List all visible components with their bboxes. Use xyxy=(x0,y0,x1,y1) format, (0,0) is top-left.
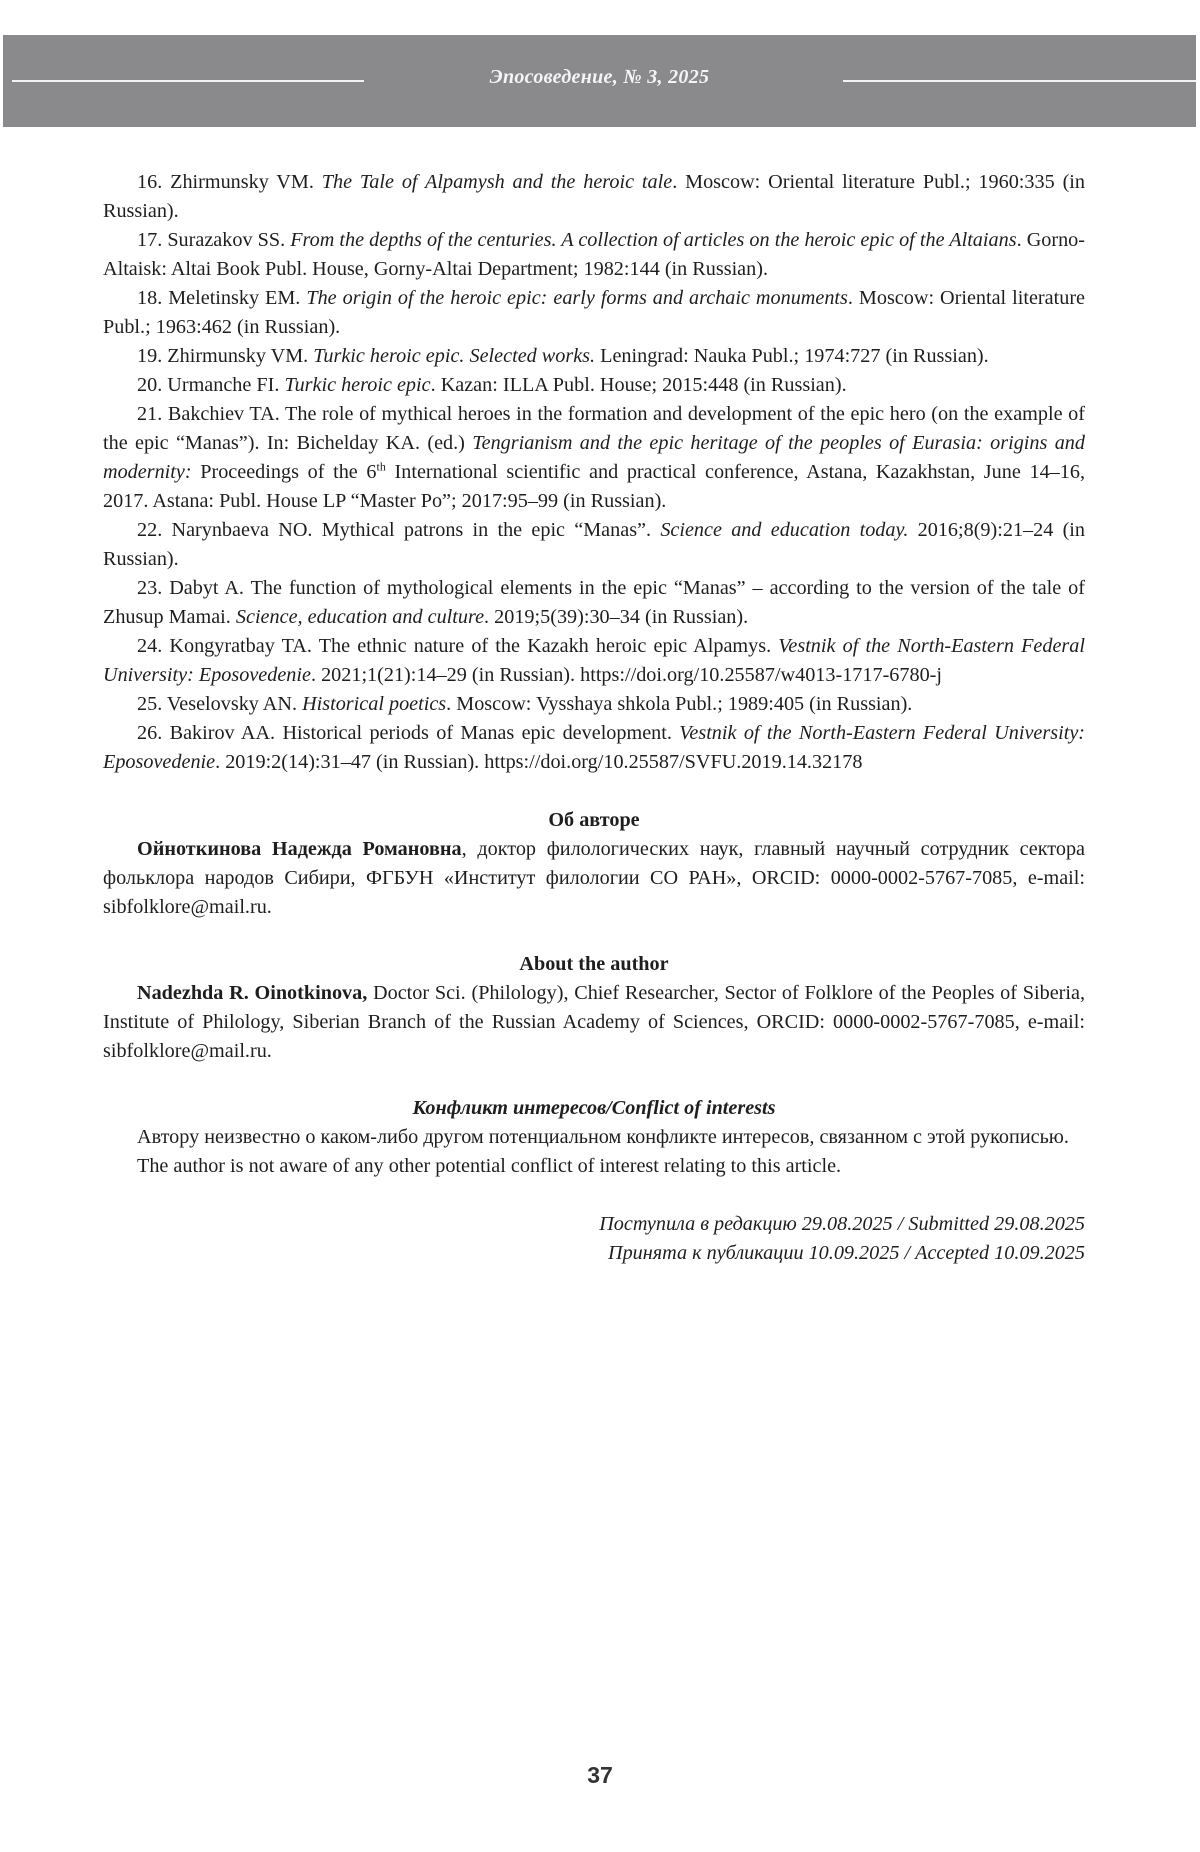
conflict-text-en: The author is not aware of any other potential conflict of interest relating to this article. xyxy=(137,1155,842,1177)
running-title: Эпосоведение, № 3, 2025 xyxy=(489,66,710,88)
reference-item: 22. Narynbaeva NO. Mythical patrons in the epic “Manas”. Science and education today. 2016;8(9):21–24 (in Russian). xyxy=(103,519,1085,570)
reference-item: 16. Zhirmunsky VM. The Tale of Alpamysh and the heroic tale. Moscow: Oriental literature Publ.; 1960:335 (in Russian). xyxy=(103,171,1086,222)
reference-item: 24. Kongyratbay TA. The ethnic nature of the Kazakh heroic epic Alpamys. Vestnik of the North-Eastern Federal University: Eposovedenie. 2021;1(21):14–29 (in Russian). https://doi.org/10.25587/w4013-1717-6780-j xyxy=(103,635,1085,686)
conflict-text-ru: Автору неизвестно о каком-либо другом потенциальном конфликте интересов, связанном с этой рукописью. xyxy=(137,1126,1069,1148)
page-number: 37 xyxy=(587,1762,613,1788)
reference-list xyxy=(103,168,1085,777)
about-author-en xyxy=(103,950,1085,1066)
conflict-of-interests xyxy=(103,1094,1085,1181)
reference-item: 25. Veselovsky AN. Historical poetics. Moscow: Vysshaya shkola Publ.; 1989:405 (in Russian). xyxy=(137,693,913,715)
about-author-en-text: Nadezhda R. Oinotkinova, Doctor Sci. (Philology), Chief Researcher, Sector of Folklore of the Peoples of Siberia, Institute of Philology, Siberian Branch of the Russian Academy of Sciences, ORCID: 0000-0002-5767-7085, e-mail: sibfolklore@mail.ru. xyxy=(103,982,1085,1062)
reference-item: 20. Urmanche FI. Turkic heroic epic. Kazan: ILLA Publ. House; 2015:448 (in Russian). xyxy=(137,374,847,396)
reference-item: 21. Bakchiev TA. The role of mythical heroes in the formation and development of the epic hero (on the example of the epic “Manas”). In: Bichelday KA. (ed.) Tengrianism and the epic heritage of the peoples of Eurasia: origins and modernity: Proceedings of the 6th International scientific and practical conference, Astana, Kazakhstan, June 14–16, 2017. Astana: Publ. House LP “Master Po”; 2017:95–99 (in Russian). xyxy=(103,403,1085,512)
reference-item: 17. Surazakov SS. From the depths of the centuries. A collection of articles on the heroic epic of the Altaians. Gorno-Altaisk: Altai Book Publ. House, Gorny-Altai Department; 1982:144 (in Russian). xyxy=(103,229,1086,280)
doi-link[interactable]: https://doi.org/10.25587/w4013-1717-6780-j xyxy=(580,664,943,686)
author-name-ru: Ойноткинова Надежда Романовна xyxy=(137,838,462,860)
about-author-ru-text: Ойноткинова Надежда Романовна, доктор филологических наук, главный научный сотрудник сектора фольклора народов Сибири, ФГБУН «Институт филологии СО РАН», ORCID: 0000-0002-5767-7085, e-mail: sibfolklore@mail.ru. xyxy=(103,838,1085,918)
reference-item: 18. Meletinsky EM. The origin of the heroic epic: early forms and archaic monuments. Moscow: Oriental literature Publ.; 1963:462 (in Russian). xyxy=(103,287,1085,338)
article-dates xyxy=(103,1210,1085,1268)
running-header xyxy=(3,35,1196,127)
header-rule-right xyxy=(843,80,1196,82)
conflict-heading: Конфликт интересов/Conflict of interests xyxy=(412,1097,776,1119)
reference-item: 19. Zhirmunsky VM. Turkic heroic epic. Selected works. Leningrad: Nauka Publ.; 1974:727 (in Russian). xyxy=(137,345,989,367)
reference-item: 26. Bakirov AA. Historical periods of Manas epic development. Vestnik of the North-Eastern Federal University: Eposovedenie. 2019:2(14):31–47 (in Russian). https://doi.org/10.25587/SVFU.2019.14.32178 xyxy=(103,722,1086,773)
about-author-en-heading: About the author xyxy=(519,953,669,975)
reference-item: 23. Dabyt A. The function of mythological elements in the epic “Manas” – according to the version of the tale of Zhusup Mamai. Science, education and culture. 2019;5(39):30–34 (in Russian). xyxy=(103,577,1085,628)
author-name-en: Nadezhda R. Oinotkinova, xyxy=(137,982,368,1004)
accepted-date: Принята к публикации 10.09.2025 / Accepted 10.09.2025 xyxy=(608,1242,1085,1264)
page-content xyxy=(103,168,1085,1268)
doi-link[interactable]: https://doi.org/10.25587/SVFU.2019.14.32178 xyxy=(484,751,863,773)
submitted-date: Поступила в редакцию 29.08.2025 / Submitted 29.08.2025 xyxy=(599,1213,1085,1235)
about-author-ru-heading: Об авторе xyxy=(548,809,640,831)
about-author-ru xyxy=(103,806,1085,922)
